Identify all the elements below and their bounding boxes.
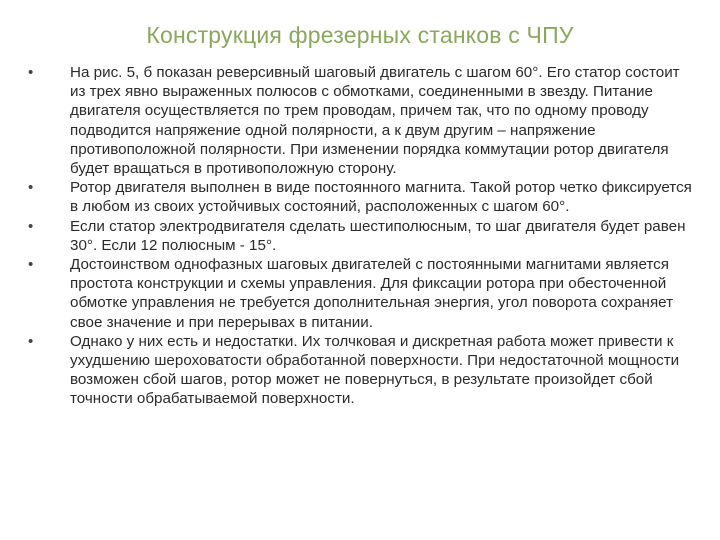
bullet-item [28,63,692,178]
slide-title: Конструкция фрезерных станков с ЧПУ [146,22,574,48]
bullet-item [28,178,692,216]
bullet-list [28,63,692,409]
bullet-mark: • [28,179,34,197]
bullet-mark: • [28,332,34,350]
bullet-text: Достоинством однофазных шаговых двигателей с постоянными магнитами является простота конструкции и схемы управления. Для фиксации ротора при обесточенной обмотке управления не требуется дополнительная энергия, угол поворота сохраняет свое значение и при перерывах в питании. [70,256,674,331]
bullet-text: На рис. 5, б показан реверсивный шаговый двигатель с шагом 60°. Его статор состоит из трех явно выраженных полюсов с обмотками, соединенными в звезду. Питание двигателя осуществляется по трем проводам, причем так, что по одному проводу подводится напряжение одной полярности, а к двум другим – напряжение противоположной полярности. При изменении порядка коммутации ротор двигателя будет вращаться в противоположную сторону. [70,64,680,178]
bullet-item [28,217,692,255]
bullet-item [28,332,692,409]
bullet-text: Ротор двигателя выполнен в виде постоянного магнита. Такой ротор четко фиксируется в любом из своих устойчивых состояний, расположенных с шагом 60°. [70,179,692,216]
bullet-mark: • [28,256,34,274]
bullet-text: Однако у них есть и недостатки. Их толчковая и дискретная работа может привести к ухудшению шероховатости обработанной поверхности. При недостаточной мощности возможен сбой шагов, ротор может не повернуться, в результате произойдет сбой точности обрабатываемой поверхности. [70,332,680,408]
bullet-mark: • [28,64,34,81]
bullet-item [28,255,692,332]
bullet-mark: • [28,217,34,235]
bullet-text: Если статор электродвигателя сделать шестиполюсным, то шаг двигателя будет равен 30°. Если 12 полюсным - 15°. [70,217,686,254]
